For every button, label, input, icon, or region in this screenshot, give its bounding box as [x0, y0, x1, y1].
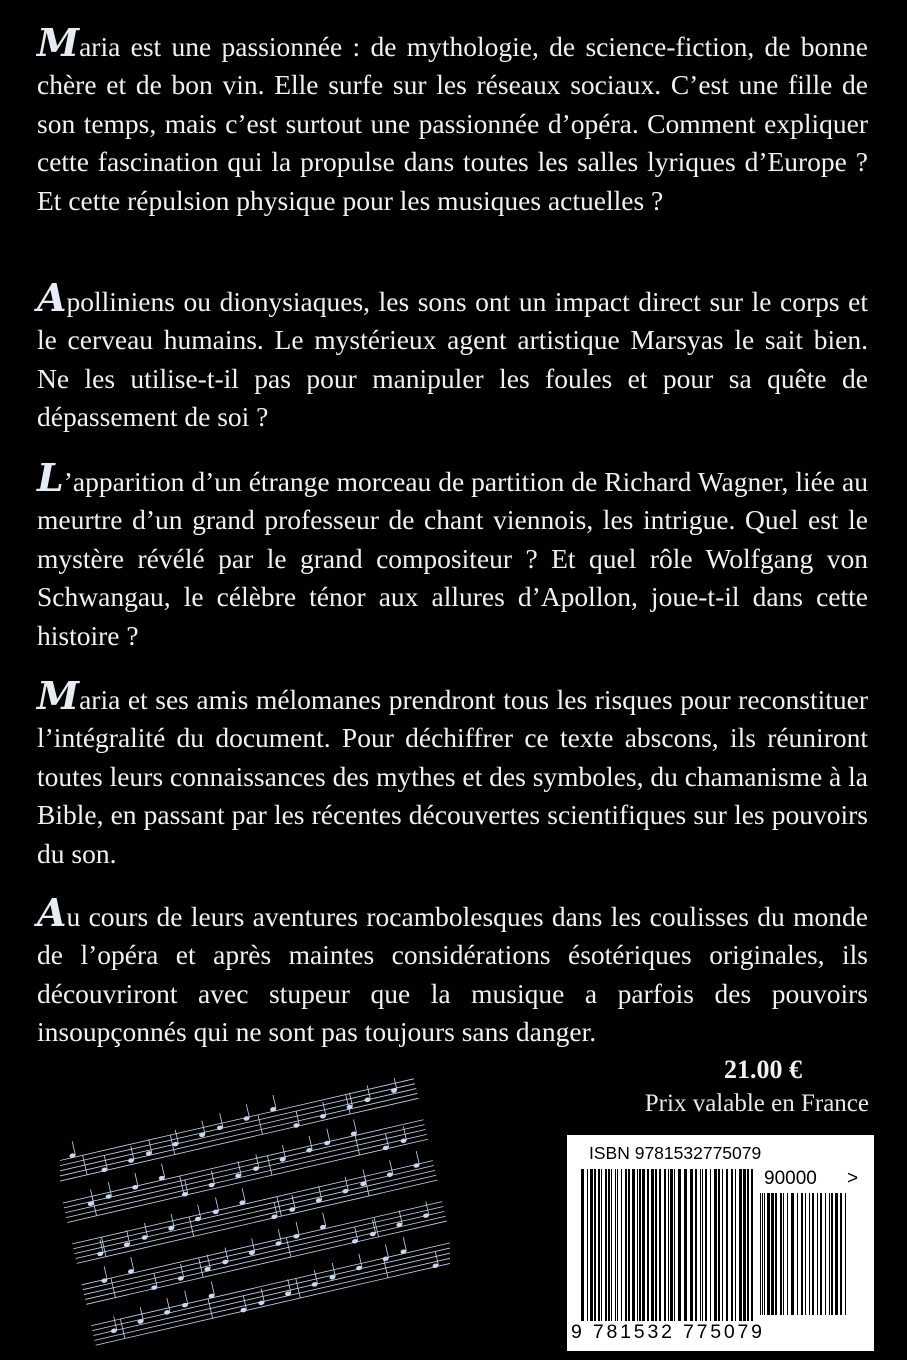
note-stem: [355, 1227, 358, 1241]
staff-line: [93, 1252, 450, 1335]
ean-digits: 9 781532 775079: [571, 1321, 765, 1343]
note-stem: [211, 1282, 214, 1296]
barcode-bar: [714, 1169, 717, 1321]
barcode-bar: [840, 1193, 842, 1315]
note-stem: [72, 1141, 75, 1155]
paragraph-text: u cours de leurs aventures rocambolesques dans les coulisses du monde de l’opéra et après maintes considérations ésotériques originales, ils découvriront avec stupeur que la musique a parfois des pouvoirs insoupçonnés qui ne sont pas toujours sans danger.: [37, 901, 868, 1048]
note-stem: [390, 1160, 393, 1174]
note-stem: [104, 1266, 107, 1280]
barcode-bar: [771, 1193, 774, 1315]
barcode-bar: [659, 1169, 661, 1321]
note-stem: [399, 1211, 402, 1225]
barcode-bar: [829, 1193, 830, 1315]
staff-line: [92, 1247, 450, 1330]
barcode-bar: [751, 1169, 753, 1321]
drop-cap: L: [37, 455, 62, 500]
paragraph-text: aria est une passionnée : de mythologie, de science-fiction, de bonne chère et de bon vin. Elle surfe sur les réseaux sociaux. C’est une fille de son temps, mais c’est surtout une passionnée d’opéra. Comment expliquer cette fascination qui la propulse dans toutes les salles lyriques d’Europe ? Et cette répulsion physique pour les musiques actuelles ?: [37, 31, 868, 216]
barcode-bar: [642, 1169, 645, 1321]
barcode-bar: [594, 1169, 596, 1321]
barcode-bar: [678, 1169, 681, 1321]
note-stem: [181, 1264, 184, 1278]
note-stem: [274, 1202, 277, 1216]
addon-mark: >: [847, 1168, 859, 1189]
barcode-bar: [601, 1169, 602, 1321]
barcode-bar: [611, 1169, 612, 1321]
barcode-bar: [647, 1169, 649, 1321]
drop-cap: M: [37, 673, 78, 718]
barcode-bar: [668, 1169, 669, 1321]
barcode-bar: [812, 1193, 814, 1315]
note-stem: [292, 1195, 295, 1209]
barcode-bar: [801, 1193, 803, 1315]
note-stem: [215, 1197, 218, 1211]
note-stem: [296, 1222, 299, 1236]
barcode-bar: [615, 1169, 616, 1321]
note-stem: [225, 1248, 228, 1262]
barcode-bar: [783, 1193, 784, 1315]
barcode-bar: [835, 1193, 838, 1315]
barcode-bar: [739, 1169, 742, 1321]
note-stem: [104, 1155, 107, 1169]
barcode-bar: [775, 1193, 777, 1315]
barcode-bar: [805, 1193, 806, 1315]
barcode-bar: [797, 1193, 798, 1315]
note-stem: [167, 1298, 170, 1312]
barcode: [567, 1135, 874, 1351]
drop-cap: A: [37, 890, 65, 935]
note-stem: [385, 1244, 388, 1258]
note-stem: [261, 1289, 264, 1303]
barcode-bar: [743, 1169, 746, 1321]
barcode-bar: [845, 1193, 846, 1315]
barcode-bar: [731, 1169, 733, 1321]
barcode-bar: [581, 1169, 584, 1321]
barcode-bar: [617, 1169, 618, 1321]
note-stem: [385, 1134, 388, 1148]
barcode-bar: [690, 1169, 693, 1321]
barcode-bar: [747, 1169, 749, 1321]
barcode-bar: [791, 1193, 794, 1315]
barcode-bar: [621, 1169, 622, 1321]
barcode-bar: [820, 1193, 822, 1315]
barcode-bar: [590, 1169, 593, 1321]
note-stem: [242, 1188, 245, 1202]
note-stem: [185, 1180, 188, 1194]
barcode-bar: [780, 1193, 782, 1315]
note-stem: [131, 1146, 134, 1160]
note-stem: [367, 1085, 370, 1099]
barcode-bar: [735, 1169, 736, 1321]
barcode-bar: [684, 1169, 687, 1321]
barcode-bar: [639, 1169, 641, 1321]
note-stem: [359, 1254, 362, 1268]
note-stem: [319, 1186, 322, 1200]
note-stem: [349, 1093, 352, 1107]
note-stem: [403, 1126, 406, 1140]
barcode-bar: [762, 1193, 763, 1315]
barcode-bar: [764, 1193, 765, 1315]
note-stem: [162, 1164, 165, 1178]
barcode-bar: [726, 1169, 728, 1321]
staff-line: [65, 1129, 426, 1212]
barcode-bar: [695, 1169, 697, 1321]
barcode-bar: [670, 1169, 673, 1321]
note-stem: [296, 1111, 299, 1125]
note-stem: [353, 1119, 356, 1133]
barcode-bar: [809, 1193, 810, 1315]
paragraph-4: [37, 673, 868, 873]
barcode-bar: [710, 1169, 711, 1321]
paragraph-text: aria et ses amis mélomanes prendront tous les risques pour reconstituer l’intégralité du document. Pour déchiffrer ce texte abscons, ils réuniront toutes leurs connaissances des mythes et des symboles, du chamanisme à la Bible, en passant par les récentes découvertes scientifiques sur les pouvoirs du son.: [37, 684, 868, 869]
barcode-bar: [722, 1169, 723, 1321]
note-stem: [345, 1177, 348, 1191]
barcode-bar: [825, 1193, 826, 1315]
paragraph-1: [37, 20, 868, 220]
drop-cap: A: [37, 275, 65, 320]
barcode-bar: [655, 1169, 657, 1321]
staff-line: [60, 1089, 416, 1172]
ean-barcode-bars: [581, 1169, 757, 1321]
barcode-bar: [598, 1169, 600, 1321]
note-stem: [154, 1273, 157, 1287]
barcode-bar: [718, 1169, 720, 1321]
barcode-bar: [674, 1169, 675, 1321]
note-stem: [135, 1173, 138, 1187]
note-stem: [323, 1213, 326, 1227]
note-stem: [185, 1291, 188, 1305]
note-stem: [435, 1251, 438, 1265]
staff-line: [75, 1170, 436, 1253]
paragraph-2: [37, 275, 868, 437]
drop-cap: M: [37, 20, 78, 65]
isbn-label: ISBN 9781532775079: [589, 1143, 762, 1163]
barcode-bar: [632, 1169, 635, 1321]
note-stem: [273, 1095, 276, 1109]
barcode-bar: [625, 1169, 627, 1321]
note-stem: [149, 1139, 152, 1153]
note-stem: [238, 1162, 241, 1176]
note-stem: [207, 1255, 210, 1269]
note-stem: [114, 1316, 117, 1330]
barcode-bar: [637, 1169, 638, 1321]
barcode-bar: [605, 1169, 607, 1321]
barcode-bar: [817, 1193, 818, 1315]
note-stem: [288, 1279, 291, 1293]
price-note: Prix valable en France: [644, 1090, 869, 1117]
addon-barcode-bars: [760, 1193, 848, 1315]
note-stem: [256, 1154, 259, 1168]
note-stem: [426, 1201, 429, 1215]
music-score-image: [60, 1078, 450, 1348]
barcode-bar: [628, 1169, 630, 1321]
barcode-bar: [831, 1193, 833, 1315]
note-stem: [131, 1257, 134, 1271]
barcode-bar: [608, 1169, 610, 1321]
paragraph-text: polliniens ou dionysiaques, les sons ont un impact direct sur le corps et le cerveau humains. Le mystérieux agent artistique Marsyas le sait bien. Ne les utilise-t-il pas pour manipuler les foules et pour sa quête de dépassement de soi ?: [37, 286, 868, 433]
barcode-bar: [700, 1169, 701, 1321]
staff-line: [91, 1243, 450, 1326]
note-stem: [211, 1171, 214, 1185]
barcode-bar: [767, 1193, 770, 1315]
note-stem: [198, 1205, 201, 1219]
note-stem: [327, 1129, 330, 1143]
barcode-bar: [787, 1193, 788, 1315]
paragraph-3: [37, 455, 868, 655]
paragraph-5: [37, 890, 868, 1052]
note-stem: [416, 1151, 419, 1165]
price: 21.00 €: [724, 1055, 802, 1084]
note-stem: [246, 1104, 249, 1118]
note-stem: [243, 1296, 246, 1310]
note-stem: [175, 1130, 178, 1144]
note-stem: [144, 1223, 147, 1237]
note-stem: [278, 1229, 281, 1243]
note-stem: [403, 1237, 406, 1251]
staff-line: [60, 1098, 418, 1181]
barcode-bar: [705, 1169, 707, 1321]
paragraph-text: ’apparition d’un étrange morceau de partition de Richard Wagner, liée au meurtre d’un grand professeur de chant viennois, les intrigue. Quel est le mystère révélé par le grand compositeur ? Et quel rôle Wolfgang von Schwangau, le célèbre ténor aux allures d’Apollon, joue-t-il dans cette histoire ?: [37, 466, 868, 651]
barcode-bar: [760, 1193, 761, 1315]
score-staves: [60, 1078, 450, 1346]
note-stem: [108, 1182, 111, 1196]
barcode-bar: [587, 1169, 588, 1321]
note-stem: [309, 1136, 312, 1150]
note-stem: [314, 1270, 317, 1284]
addon-code: 90000: [764, 1168, 817, 1189]
note-stem: [323, 1102, 326, 1116]
note-stem: [127, 1230, 130, 1244]
barcode-bar: [651, 1169, 654, 1321]
note-stem: [220, 1113, 223, 1127]
staff-line: [84, 1211, 445, 1294]
barcode-bar: [702, 1169, 703, 1321]
barcode-bar: [664, 1169, 666, 1321]
